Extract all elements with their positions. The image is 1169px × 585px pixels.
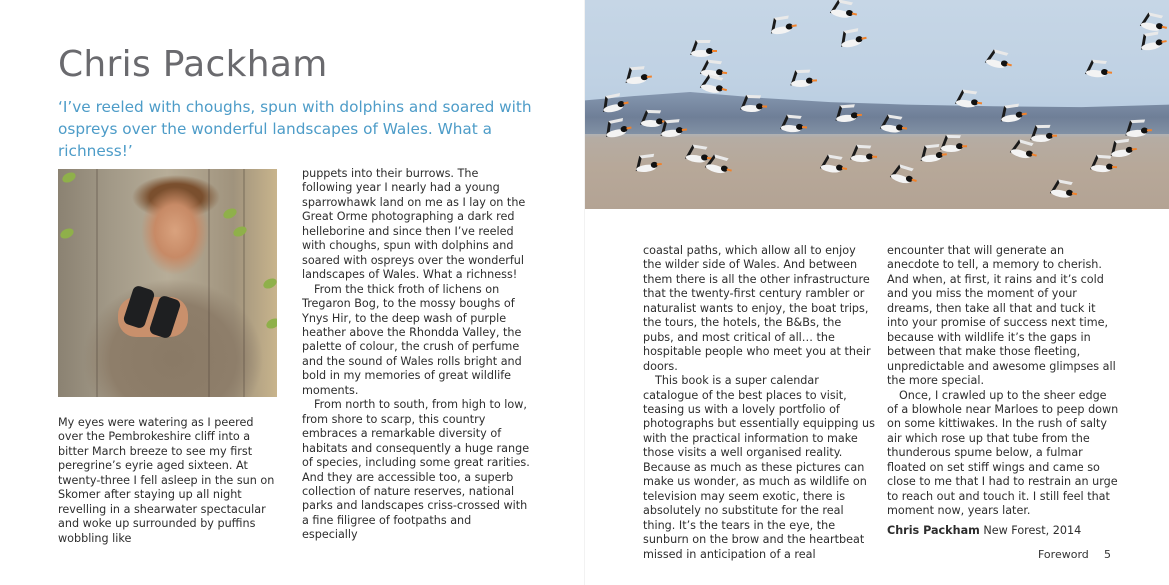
- body-column-4: [887, 244, 1119, 538]
- oystercatcher-bird: [1079, 63, 1110, 80]
- bird-beak: [647, 76, 652, 78]
- paragraph: puppets into their burrows. The following year I nearly had a young sparrowhawk land on me as I lay on the Great Orme photographing a dark red helleborine and since then I’ve reeled with choughs, spun with dolphins and soared with ospreys over the wonderful landscapes of Wales. What a richness!: [302, 167, 526, 282]
- bird-beak: [1147, 129, 1152, 131]
- signature: [887, 524, 1119, 538]
- bird-beak: [712, 50, 717, 52]
- page-number: 5: [1104, 548, 1111, 561]
- bird-beak: [852, 13, 857, 16]
- bird-beak: [872, 156, 877, 158]
- oystercatcher-bird: [884, 166, 917, 188]
- oystercatcher-bird: [764, 20, 796, 39]
- oystercatcher-bird: [979, 51, 1012, 72]
- oystercatcher-bird: [824, 2, 856, 22]
- bird-beak: [722, 88, 727, 91]
- oystercatcher-bird: [1004, 141, 1037, 163]
- bird-beak: [861, 37, 866, 40]
- bird-beak: [1132, 148, 1137, 151]
- paragraph: From north to south, from high to low, from shore to scarp, this country embraces a remarkable diversity of habitats and consequently a huge range of species, including some great rarities. And they are accessible too, a superb collection of nature reserves, national parks and landscapes criss-crossed with a fine filigree of footpaths and especially: [302, 398, 530, 542]
- bird-beak: [1162, 26, 1167, 29]
- bird-beak: [1161, 40, 1166, 43]
- oystercatcher-bird: [654, 124, 685, 141]
- bird-beak: [812, 79, 817, 81]
- bird-beak: [911, 179, 916, 182]
- ivy-leaf: [232, 224, 248, 238]
- page-title: Chris Packham: [58, 44, 328, 85]
- paragraph: My eyes were watering as I peered over the Pembrokeshire cliff into a bitter March breeze to see my first peregrine’s eyrie aged sixteen. At twenty-three I fell asleep in the sun on Skomer after staying up all night revelling in a shearwater spectacular and woke up surrounded by puffins wobbling like: [58, 416, 275, 545]
- paragraph: Once, I crawled up to the sheer edge of a blowhole near Marloes to peep down on some kittiwakes. In the rush of salty air which rose up that tube from the thunderous spume below, a fulmar floated on set stiff wings and came so close to me that I had to restrain an urge to reach out and touch it. I still feel that moment now, years later.: [887, 388, 1119, 518]
- body-column-2: [302, 167, 530, 543]
- fence-plank-line: [243, 169, 245, 397]
- oystercatcher-bird: [834, 32, 866, 51]
- oystercatcher-bird: [785, 74, 815, 89]
- oystercatcher-bird: [1044, 182, 1076, 201]
- ivy-leaf: [265, 316, 277, 330]
- fence-plank-line: [208, 169, 210, 397]
- oystercatcher-bird: [685, 45, 715, 59]
- bird-beak: [977, 102, 982, 105]
- oystercatcher-bird: [774, 119, 805, 136]
- oystercatcher-bird: [735, 99, 765, 114]
- bird-beak: [802, 126, 807, 128]
- body-column-3: [643, 244, 875, 562]
- bird-beak: [857, 114, 862, 116]
- author-portrait-photo: [58, 169, 277, 397]
- paragraph: coastal paths, which allow all to enjoy the wilder side of Wales. And between them there is all the other infrastructure that the twenty-first century rambler or naturalist wants to enjoy, the boat trips, the tours, the hotels, the B&Bs, the pubs, and most critical of all… the hospitable people who meet you at their doors.: [643, 244, 871, 373]
- ivy-leaf: [222, 206, 238, 220]
- fence-plank-line: [96, 169, 98, 397]
- bird-beak: [1072, 192, 1077, 195]
- ivy-leaf: [262, 276, 277, 290]
- bird-beak: [902, 127, 907, 130]
- oystercatcher-bird: [814, 158, 846, 177]
- oystercatcher-bird: [1085, 159, 1116, 175]
- oystercatchers-hero-photo: [585, 0, 1169, 209]
- bird-beak: [762, 105, 767, 107]
- oystercatcher-bird: [1134, 36, 1166, 55]
- oystercatcher-bird: [935, 140, 965, 155]
- oystercatcher-bird: [629, 158, 660, 176]
- bird-beak: [1112, 166, 1117, 168]
- ivy-leaf: [61, 170, 77, 184]
- signature-name: Chris Packham: [887, 523, 980, 537]
- bird-beak: [727, 168, 732, 171]
- running-footer-section: Foreword: [1038, 548, 1089, 561]
- bird-beak: [1107, 71, 1112, 74]
- paragraph: From the thick froth of lichens on Tregaron Bog, to the mossy boughs of Ynys Hir, to the deep wash of purple heather above the Rhondda Valley, the palette of colour, the crush of perfume and the sound of Wales rolls bright and bold in my memories of great wildlife moments.: [302, 282, 522, 397]
- bird-beak: [657, 163, 662, 166]
- bird-beak: [792, 24, 797, 27]
- oystercatcher-bird: [699, 156, 732, 178]
- ivy-leaf: [59, 226, 75, 240]
- bird-beak: [962, 145, 967, 147]
- paragraph: encounter that will generate an anecdote to tell, a memory to cherish. And when, at first, it rains and it’s cold and you miss the moment of your dreams, then take all that and tuck it into your promise of success next time, because with wildlife it’s the gaps in between that make those fleeting, unpredictable and awesome glimpses all the more special.: [887, 244, 1116, 388]
- oystercatcher-bird: [1120, 124, 1151, 140]
- oystercatcher-bird: [830, 109, 861, 125]
- pull-quote: ‘I’ve reeled with choughs, spun with dolphins and soared with ospreys over the wonderful landscapes of Wales. What a richness!’: [58, 98, 532, 160]
- body-column-1: [58, 416, 280, 546]
- oystercatcher-bird: [619, 71, 650, 88]
- bird-beak: [842, 167, 847, 170]
- bird-beak: [682, 129, 687, 131]
- bird-beak: [1007, 63, 1012, 66]
- bird-beak: [722, 71, 727, 74]
- signature-place-date: New Forest, 2014: [983, 523, 1082, 537]
- bird-beak: [1052, 135, 1057, 137]
- oystercatcher-bird: [1104, 143, 1135, 161]
- oystercatcher-bird: [845, 149, 876, 165]
- paragraph: This book is a super calendar catalogue of the best places to visit, teasing us with a lovely portfolio of photographs but essentially equipping us with the practical information to make those visits a well organised reality. Because as much as these pictures can make us wonder, as much as wildlife on television may seem exotic, there is absolutely no substitute for the real thing. It’s the tears in the eye, the sunburn on the brow and the heartbeat missed in anticipation of a real: [643, 374, 875, 561]
- bird-beak: [1032, 153, 1037, 156]
